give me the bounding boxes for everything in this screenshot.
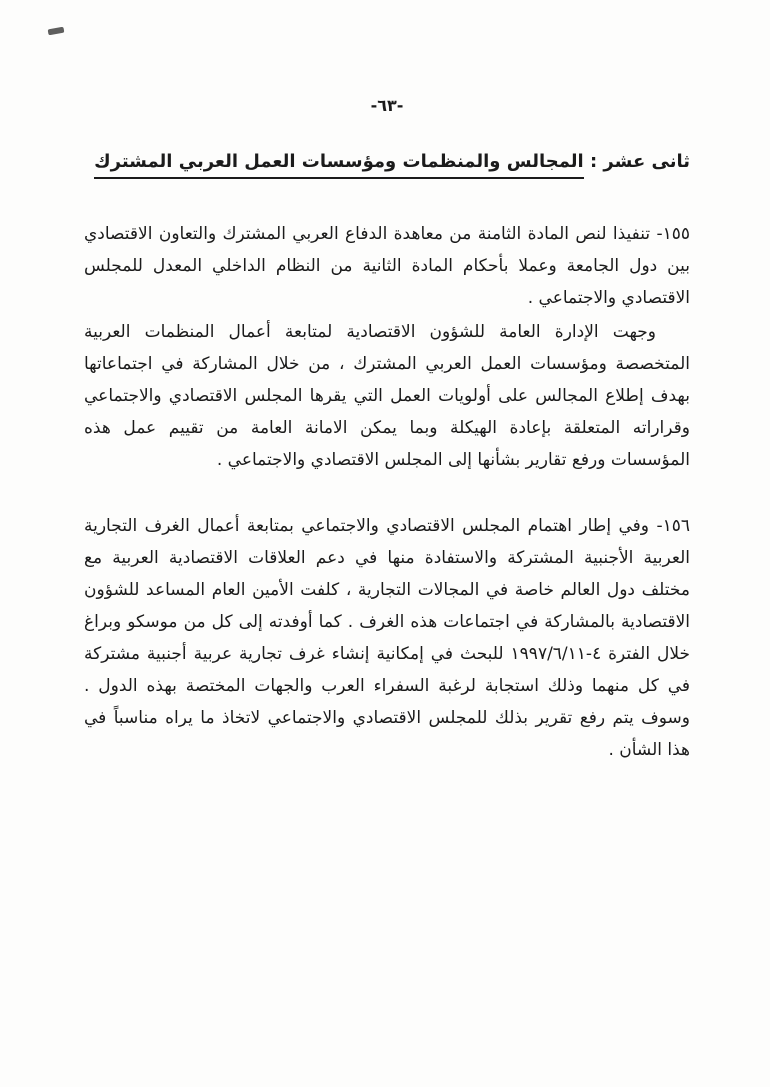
clause-155-text-2: وجهت الإدارة العامة للشؤون الاقتصادية لمتابعة أعمال المنظمات العربية المتخصصة ومؤسسات العمل العربي المشترك ، من خلال المشاركة في اجتماعاتها بهدف إطلاع المجالس على أولويات العمل التي يقرها المجلس الاقتصادي والاجتماعي وقراراته المتعلقة بإعادة الهيكلة وبما يمكن الامانة العامة من تقييم عمل هذه المؤسسات ورفع تقارير بشأنها إلى المجلس الاقتصادي والاجتماعي . — [84, 322, 690, 470]
page-content — [84, 96, 690, 800]
heading-prefix: ثانى عشر : — [589, 151, 690, 172]
page-number: -٦٣- — [370, 96, 404, 115]
clause-156 — [84, 510, 690, 766]
clause-155 — [84, 218, 690, 476]
clause-156-number: ١٥٦- — [656, 516, 690, 536]
clause-155-text-1: تنفيذا لنص المادة الثامنة من معاهدة الدفاع العربي المشترك والتعاون الاقتصادي بين دول الجامعة وعملا بأحكام المادة الثانية من النظام الداخلي المعدل للمجلس الاقتصادي والاجتماعي . — [84, 224, 690, 308]
clause-155-number: ١٥٥- — [656, 224, 690, 244]
clause-156-text-1: وفي إطار اهتمام المجلس الاقتصادي والاجتماعي بمتابعة أعمال الغرف التجارية العربية الأجنبية المشتركة والاستفادة منها في دعم العلاقات الاقتصادية العربية مع مختلف دول العالم خاصة في المجالات التجارية ، كلفت الأمين العام المساعد للشؤون الاقتصادية بالمشاركة في اجتماعات هذه الغرف . كما أوفدته إلى كل من موسكو وبراغ خلال الفترة ٤-١٩٩٧/٦/١١ للبحث في إمكانية إنشاء غرف تجارية عربية أجنبية مشتركة في كل منهما وذلك استجابة لرغبة السفراء العرب والجهات المختصة بهذه الدول . وسوف يتم رفع تقرير بذلك للمجلس الاقتصادي والاجتماعي لاتخاذ ما يراه مناسباً في هذا الشأن . — [84, 516, 690, 760]
heading-title: المجالس والمنظمات ومؤسسات العمل العربي المشترك — [94, 151, 584, 179]
section-heading — [84, 151, 690, 172]
clause-155-paragraph-2 — [84, 316, 690, 476]
scan-artifact — [48, 27, 65, 36]
clause-156-paragraph-1 — [84, 510, 690, 766]
clause-155-paragraph-1 — [84, 218, 690, 314]
